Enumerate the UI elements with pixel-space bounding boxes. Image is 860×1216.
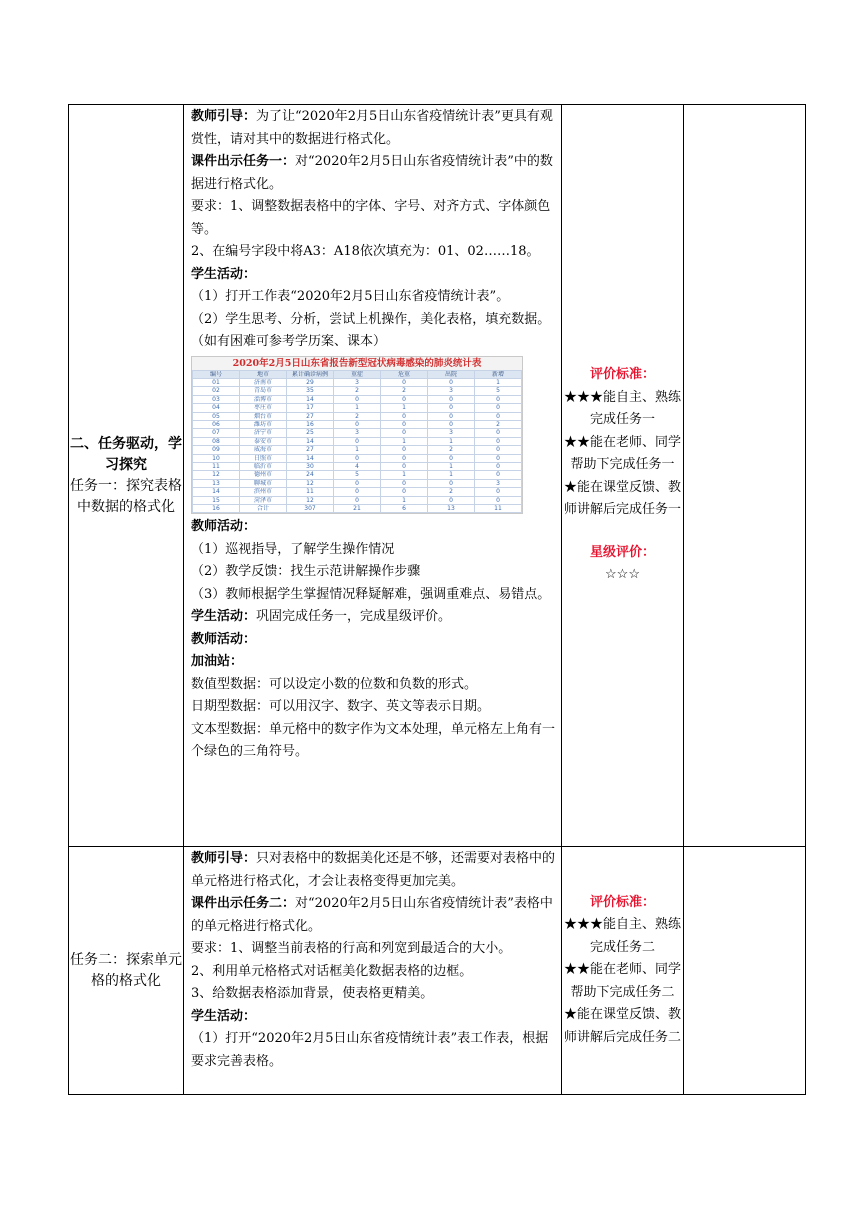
- spreadsheet-cell: 0: [428, 454, 475, 462]
- paragraph: [191, 606, 557, 629]
- spreadsheet-cell: 25: [287, 429, 334, 437]
- spreadsheet-cell: 0: [475, 496, 522, 504]
- paragraph: [191, 938, 557, 961]
- spreadsheet-cell: 1: [381, 437, 428, 445]
- paragraph-label: 教师引导：: [191, 109, 257, 124]
- spreadsheet-cell: 12: [287, 479, 334, 487]
- spreadsheet-cell: 0: [475, 429, 522, 437]
- paragraph: [191, 309, 557, 354]
- spreadsheet-header-cell: 地市: [240, 370, 287, 378]
- paragraph-text: 文本型数据：单元格中的数字作为文本处理，单元格左上角有一个绿色的三角符号。: [191, 721, 556, 760]
- paragraph: [191, 674, 557, 697]
- task-heading: 任务二：探索单元格的格式化: [70, 951, 182, 989]
- spreadsheet-image: [191, 356, 523, 515]
- criteria-item: ★能在课堂反馈、教师讲解后完成任务二: [563, 1007, 681, 1045]
- criteria-list: [562, 387, 683, 522]
- spreadsheet-row: [193, 496, 522, 504]
- paragraph-text: （1）打开工作表“2020年2月5日山东省疫情统计表”。: [191, 289, 510, 304]
- paragraph-label: 学生活动：: [191, 266, 257, 282]
- spreadsheet-cell: 27: [287, 412, 334, 420]
- paragraph-text: 数值型数据：可以设定小数的位数和负数的形式。: [191, 676, 478, 692]
- paragraph: [191, 286, 557, 309]
- paragraph: [191, 719, 557, 764]
- criteria-item: ★能在课堂反馈、教师讲解后完成任务一: [563, 479, 681, 518]
- spreadsheet-row: [193, 412, 522, 420]
- spreadsheet-cell: 0: [334, 496, 381, 504]
- spreadsheet-cell: 0: [475, 454, 522, 462]
- spreadsheet-cell: 威海市: [240, 446, 287, 454]
- spreadsheet-cell: 10: [193, 454, 240, 462]
- spreadsheet-cell: 0: [428, 496, 475, 504]
- spreadsheet-row: [193, 488, 522, 496]
- spreadsheet-cell: 35: [287, 387, 334, 395]
- stage-cell: [69, 847, 184, 1095]
- spreadsheet-cell: 1: [334, 446, 381, 454]
- spreadsheet-cell: 1: [428, 471, 475, 479]
- rating-label: 星级评价：: [589, 544, 655, 560]
- spreadsheet-cell: 06: [193, 420, 240, 428]
- activity-text: [191, 516, 557, 764]
- spreadsheet-cell: 烟台市: [240, 412, 287, 420]
- spreadsheet-cell: 30: [287, 462, 334, 470]
- spreadsheet-cell: 0: [334, 420, 381, 428]
- paragraph: [191, 264, 557, 287]
- criteria-label: 评价标准：: [589, 894, 655, 910]
- paragraph-label: 学生活动：: [191, 609, 257, 625]
- spreadsheet-cell: 滨州市: [240, 488, 287, 496]
- spreadsheet-cell: 日照市: [240, 454, 287, 462]
- spreadsheet-cell: 0: [475, 488, 522, 496]
- spreadsheet-cell: 0: [334, 395, 381, 403]
- spreadsheet-cell: 0: [334, 437, 381, 445]
- paragraph-text: （1）打开“2020年2月5日山东省疫情统计表”表工作表，根据要求完善表格。: [191, 1031, 549, 1069]
- criteria-item: ★★★能自主、熟练完成任务一: [563, 389, 681, 428]
- spreadsheet-cell: 0: [428, 378, 475, 386]
- spreadsheet-header-row: [193, 370, 522, 378]
- spreadsheet-cell: 14: [193, 488, 240, 496]
- spreadsheet-cell: 1: [381, 404, 428, 412]
- paragraph-text: 只对表格中的数据美化还是不够，还需要对表格中的单元格进行格式化，才会让表格变得更加完美。: [191, 851, 556, 889]
- spreadsheet-cell: 03: [193, 395, 240, 403]
- spreadsheet-cell: 21: [334, 505, 381, 513]
- spreadsheet-cell: 0: [428, 412, 475, 420]
- spreadsheet-cell: 07: [193, 429, 240, 437]
- activity-text: [191, 848, 557, 1073]
- paragraph: [191, 516, 557, 539]
- activity-text: [191, 106, 557, 354]
- spreadsheet-row: [193, 446, 522, 454]
- spreadsheet-cell: 24: [287, 471, 334, 479]
- spreadsheet-grid: [192, 370, 522, 514]
- criteria-item: ★★能在老师、同学帮助下完成任务二: [563, 962, 681, 1000]
- paragraph-text: 要求：1、调整当前表格的行高和列宽到最适合的大小。: [191, 941, 512, 956]
- stage-cell: [69, 105, 184, 847]
- spreadsheet-cell: 0: [475, 446, 522, 454]
- spreadsheet-cell: 2: [381, 387, 428, 395]
- criteria-item: ★★能在老师、同学帮助下完成任务一: [563, 434, 681, 473]
- spreadsheet-cell: 17: [287, 404, 334, 412]
- spreadsheet-row: [193, 462, 522, 470]
- paragraph: [191, 629, 557, 652]
- paragraph-label: 课件出示任务二：: [191, 896, 296, 911]
- spreadsheet-cell: 3: [334, 378, 381, 386]
- spreadsheet-cell: 2: [428, 488, 475, 496]
- spreadsheet-cell: 1: [475, 378, 522, 386]
- spreadsheet-cell: 15: [193, 496, 240, 504]
- empty-cell: [684, 847, 806, 1095]
- spreadsheet-cell: 13: [428, 505, 475, 513]
- spreadsheet-row: [193, 420, 522, 428]
- spreadsheet-cell: 12: [287, 496, 334, 504]
- spreadsheet-cell: 济宁市: [240, 429, 287, 437]
- spreadsheet-cell: 11: [287, 488, 334, 496]
- spreadsheet-row: [193, 454, 522, 462]
- spreadsheet-cell: 0: [381, 454, 428, 462]
- spreadsheet-cell: 11: [193, 462, 240, 470]
- spreadsheet-cell: 0: [475, 437, 522, 445]
- spreadsheet-header-cell: 重症: [334, 370, 381, 378]
- paragraph: [191, 196, 557, 241]
- spreadsheet-cell: 0: [381, 412, 428, 420]
- spreadsheet-cell: 0: [334, 479, 381, 487]
- paragraph-text: （2）教学反馈：找生示范讲解操作步骤: [191, 564, 421, 580]
- spreadsheet-cell: 0: [381, 378, 428, 386]
- spreadsheet-cell: 14: [287, 437, 334, 445]
- paragraph: [191, 696, 557, 719]
- paragraph-text: 巩固完成任务一，完成星级评价。: [256, 609, 452, 625]
- spreadsheet-cell: 09: [193, 446, 240, 454]
- spreadsheet-cell: 02: [193, 387, 240, 395]
- paragraph: [191, 1006, 557, 1029]
- spreadsheet-cell: 2: [475, 420, 522, 428]
- spreadsheet-cell: 2: [334, 387, 381, 395]
- paragraph: [191, 961, 557, 984]
- paragraph: [191, 584, 557, 607]
- spreadsheet-cell: 01: [193, 378, 240, 386]
- lesson-plan-table: [68, 104, 806, 1095]
- spreadsheet-cell: 合计: [240, 505, 287, 513]
- activity-cell: [184, 847, 562, 1095]
- table-row-task1: [69, 105, 806, 847]
- paragraph: [191, 561, 557, 584]
- paragraph-text: 2、利用单元格格式对话框美化数据表格的边框。: [191, 963, 473, 979]
- paragraph-label: 教师活动：: [191, 631, 257, 647]
- spreadsheet-cell: 0: [334, 488, 381, 496]
- spreadsheet-cell: 14: [287, 395, 334, 403]
- spreadsheet-cell: 潍坊市: [240, 420, 287, 428]
- paragraph-text: （1）巡视指导，了解学生操作情况: [191, 541, 395, 557]
- task-heading: 任务一：探究表格中数据的格式化: [70, 477, 182, 515]
- spreadsheet-cell: 0: [475, 471, 522, 479]
- spreadsheet-cell: 2: [428, 446, 475, 454]
- paragraph: [191, 983, 557, 1006]
- rating-stars: ☆☆☆: [605, 567, 640, 583]
- spreadsheet-cell: 0: [381, 462, 428, 470]
- spreadsheet-cell: 0: [428, 395, 475, 403]
- spreadsheet-cell: 14: [287, 454, 334, 462]
- empty-cell: [684, 105, 806, 847]
- paragraph: [191, 1028, 557, 1073]
- spreadsheet-cell: 0: [334, 454, 381, 462]
- spreadsheet-cell: 3: [428, 387, 475, 395]
- spreadsheet-cell: 1: [334, 404, 381, 412]
- criteria-list: [562, 914, 683, 1049]
- spreadsheet-cell: 29: [287, 378, 334, 386]
- spreadsheet-row: [193, 437, 522, 445]
- spreadsheet-cell: 0: [381, 488, 428, 496]
- spreadsheet-row: [193, 471, 522, 479]
- paragraph: [191, 241, 557, 264]
- paragraph-text: （3）教师根据学生掌握情况释疑解难，强调重难点、易错点。: [191, 586, 551, 602]
- spreadsheet-row: [193, 395, 522, 403]
- spreadsheet-header-cell: 新增: [475, 370, 522, 378]
- spreadsheet-cell: 3: [334, 429, 381, 437]
- paragraph-text: （2）学生思考、分析，尝试上机操作，美化表格，填充数据。（如有困难可参考学历案、课本）: [191, 311, 551, 349]
- paragraph-text: 3、给数据表格添加背景，使表格更精美。: [191, 986, 434, 1001]
- spreadsheet-cell: 济南市: [240, 378, 287, 386]
- spreadsheet-row: [193, 479, 522, 487]
- spreadsheet-cell: 青岛市: [240, 387, 287, 395]
- spreadsheet-cell: 1: [428, 437, 475, 445]
- spreadsheet-cell: 德州市: [240, 471, 287, 479]
- paragraph-text: 日期型数据：可以用汉字、数字、英文等表示日期。: [191, 699, 491, 715]
- spreadsheet-cell: 5: [334, 471, 381, 479]
- paragraph-text: 2、在编号字段中将A3：A18依次填充为：01、02……18。: [191, 244, 540, 259]
- spreadsheet-header-cell: 编号: [193, 370, 240, 378]
- spreadsheet-cell: 0: [381, 446, 428, 454]
- spreadsheet-row: [193, 404, 522, 412]
- spreadsheet-cell: 0: [381, 479, 428, 487]
- spreadsheet-cell: 3: [428, 429, 475, 437]
- table-row-task2: [69, 847, 806, 1095]
- spreadsheet-cell: 4: [334, 462, 381, 470]
- paragraph: [191, 893, 557, 938]
- spreadsheet-cell: 菏泽市: [240, 496, 287, 504]
- spreadsheet-cell: 枣庄市: [240, 404, 287, 412]
- spreadsheet-cell: 0: [475, 404, 522, 412]
- spreadsheet-cell: 0: [381, 395, 428, 403]
- spreadsheet-cell: 3: [475, 479, 522, 487]
- paragraph-label: 加油站：: [191, 654, 244, 670]
- spreadsheet-cell: 04: [193, 404, 240, 412]
- paragraph-text: 为了让“2020年2月5日山东省疫情统计表”更具有观赏性，请对其中的数据进行格式化。: [191, 109, 553, 147]
- spreadsheet-cell: 6: [381, 505, 428, 513]
- spreadsheet-row: [193, 429, 522, 437]
- spreadsheet-row: [193, 378, 522, 386]
- spreadsheet-header-cell: 危重: [381, 370, 428, 378]
- spreadsheet-cell: 307: [287, 505, 334, 513]
- spreadsheet-cell: 13: [193, 479, 240, 487]
- spreadsheet-cell: 16: [287, 420, 334, 428]
- spreadsheet-cell: 淄博市: [240, 395, 287, 403]
- spreadsheet-cell: 泰安市: [240, 437, 287, 445]
- paragraph-text: 要求：1、调整数据表格中的字体、字号、对齐方式、字体颜色等。: [191, 199, 551, 237]
- spreadsheet-header-cell: 累计确诊病例: [287, 370, 334, 378]
- spreadsheet-cell: 0: [428, 420, 475, 428]
- criteria-label: 评价标准：: [589, 367, 655, 383]
- spreadsheet-cell: 0: [381, 420, 428, 428]
- spreadsheet-title: 2020年2月5日山东省报告新型冠状病毒感染的肺炎统计表: [192, 357, 522, 370]
- paragraph-label: 教师活动：: [191, 519, 257, 535]
- spreadsheet-cell: 12: [193, 471, 240, 479]
- spreadsheet-cell: 1: [428, 462, 475, 470]
- activity-cell: [184, 105, 562, 847]
- paragraph-label: 学生活动：: [191, 1008, 257, 1024]
- spreadsheet-cell: 0: [475, 412, 522, 420]
- spreadsheet-cell: 0: [428, 479, 475, 487]
- evaluation-cell: [562, 105, 684, 847]
- spreadsheet-header-cell: 出院: [428, 370, 475, 378]
- spreadsheet-cell: 05: [193, 412, 240, 420]
- spreadsheet-cell: 0: [475, 395, 522, 403]
- spreadsheet-cell: 聊城市: [240, 479, 287, 487]
- spreadsheet-row: [193, 387, 522, 395]
- spreadsheet-cell: 0: [381, 429, 428, 437]
- paragraph: [191, 848, 557, 893]
- spreadsheet-cell: 11: [475, 505, 522, 513]
- spacer: [562, 522, 683, 542]
- spreadsheet-row: [193, 505, 522, 513]
- spreadsheet-cell: 16: [193, 505, 240, 513]
- spreadsheet-cell: 27: [287, 446, 334, 454]
- spreadsheet-cell: 08: [193, 437, 240, 445]
- spreadsheet-cell: 0: [428, 404, 475, 412]
- paragraph-label: 课件出示任务一：: [191, 154, 296, 169]
- paragraph-text: 对“2020年2月5日山东省疫情统计表”表格中的单元格进行格式化。: [191, 896, 553, 934]
- spreadsheet-cell: 1: [381, 496, 428, 504]
- spreadsheet-cell: 2: [334, 412, 381, 420]
- paragraph: [191, 151, 557, 196]
- paragraph: [191, 106, 557, 151]
- spreadsheet-cell: 临沂市: [240, 462, 287, 470]
- spreadsheet-cell: 1: [381, 471, 428, 479]
- paragraph-text: 对“2020年2月5日山东省疫情统计表”中的数据进行格式化。: [191, 154, 553, 192]
- spreadsheet-cell: 0: [475, 462, 522, 470]
- stage-heading: 二、任务驱动，学习探究: [70, 435, 182, 473]
- spreadsheet-cell: 5: [475, 387, 522, 395]
- evaluation-cell: [562, 847, 684, 1095]
- paragraph-label: 教师引导：: [191, 851, 257, 866]
- paragraph: [191, 539, 557, 562]
- criteria-item: ★★★能自主、熟练完成任务二: [563, 917, 681, 955]
- paragraph: [191, 651, 557, 674]
